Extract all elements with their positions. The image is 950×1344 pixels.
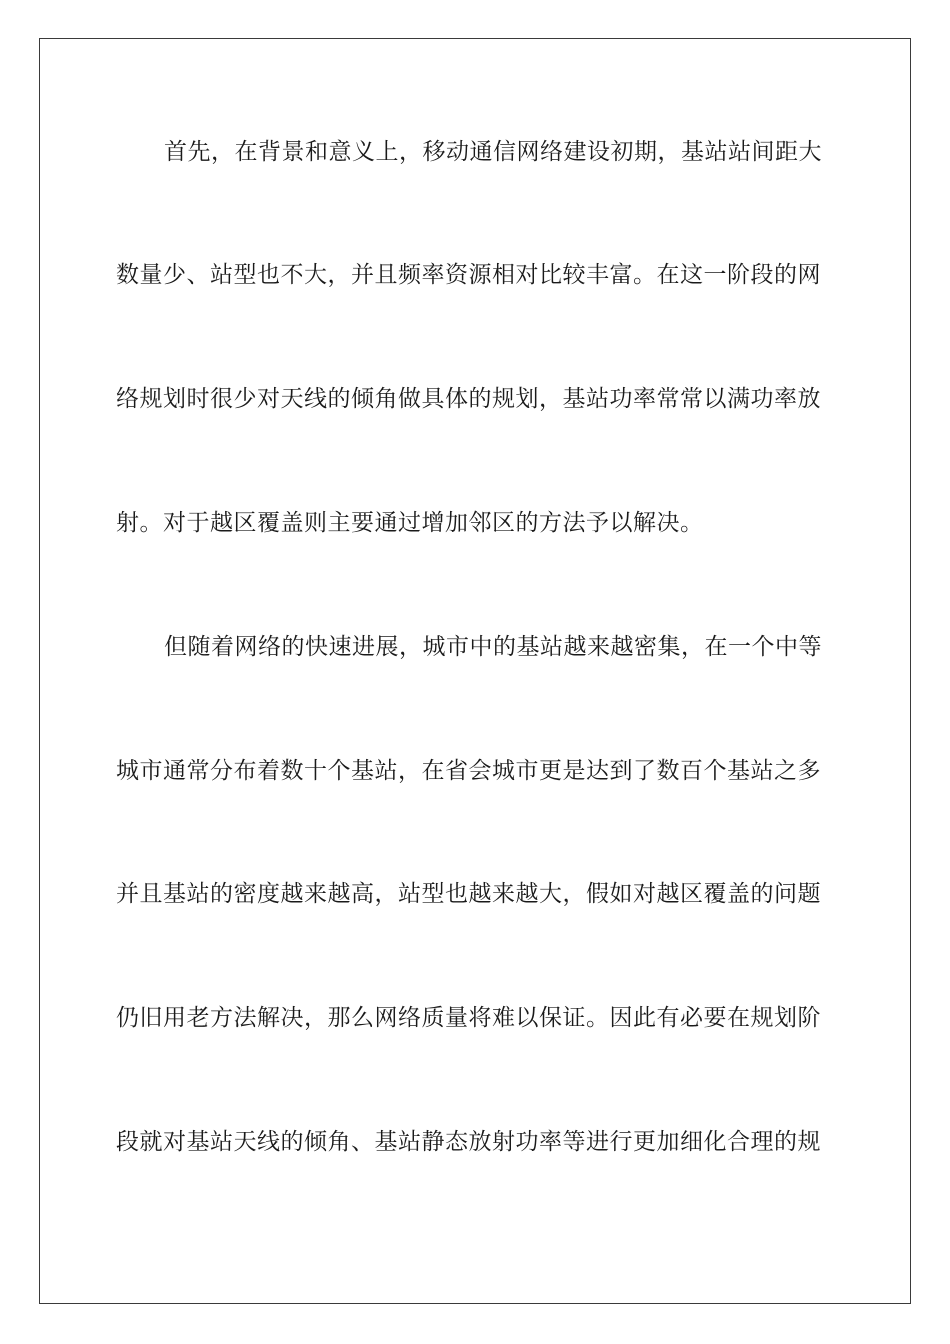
paragraph-2-line-5: 段就对基站天线的倾角、基站静态放射功率等进行更加细化合理的规 [116,1129,821,1155]
paragraph-2-line-3: 并且基站的密度越来越高，站型也越来越大，假如对越区覆盖的问题 [116,881,821,907]
paragraph-1-line-1: 首先，在背景和意义上，移动通信网络建设初期，基站站间距大 [164,139,822,165]
paragraph-2-line-4: 仍旧用老方法解决，那么网络质量将难以保证。因此有必要在规划阶 [116,1005,821,1031]
paragraph-1-line-3: 络规划时很少对天线的倾角做具体的规划，基站功率常常以满功率放 [116,386,821,412]
paragraph-1-line-2: 数量少、站型也不大，并且频率资源相对比较丰富。在这一阶段的网 [116,262,821,288]
paragraph-2-line-1: 但随着网络的快速进展，城市中的基站越来越密集，在一个中等 [164,634,822,660]
paragraph-2-line-2: 城市通常分布着数十个基站，在省会城市更是达到了数百个基站之多 [116,758,821,784]
paragraph-1-line-4: 射。对于越区覆盖则主要通过增加邻区的方法予以解决。 [116,510,704,536]
page-border [39,38,911,1304]
